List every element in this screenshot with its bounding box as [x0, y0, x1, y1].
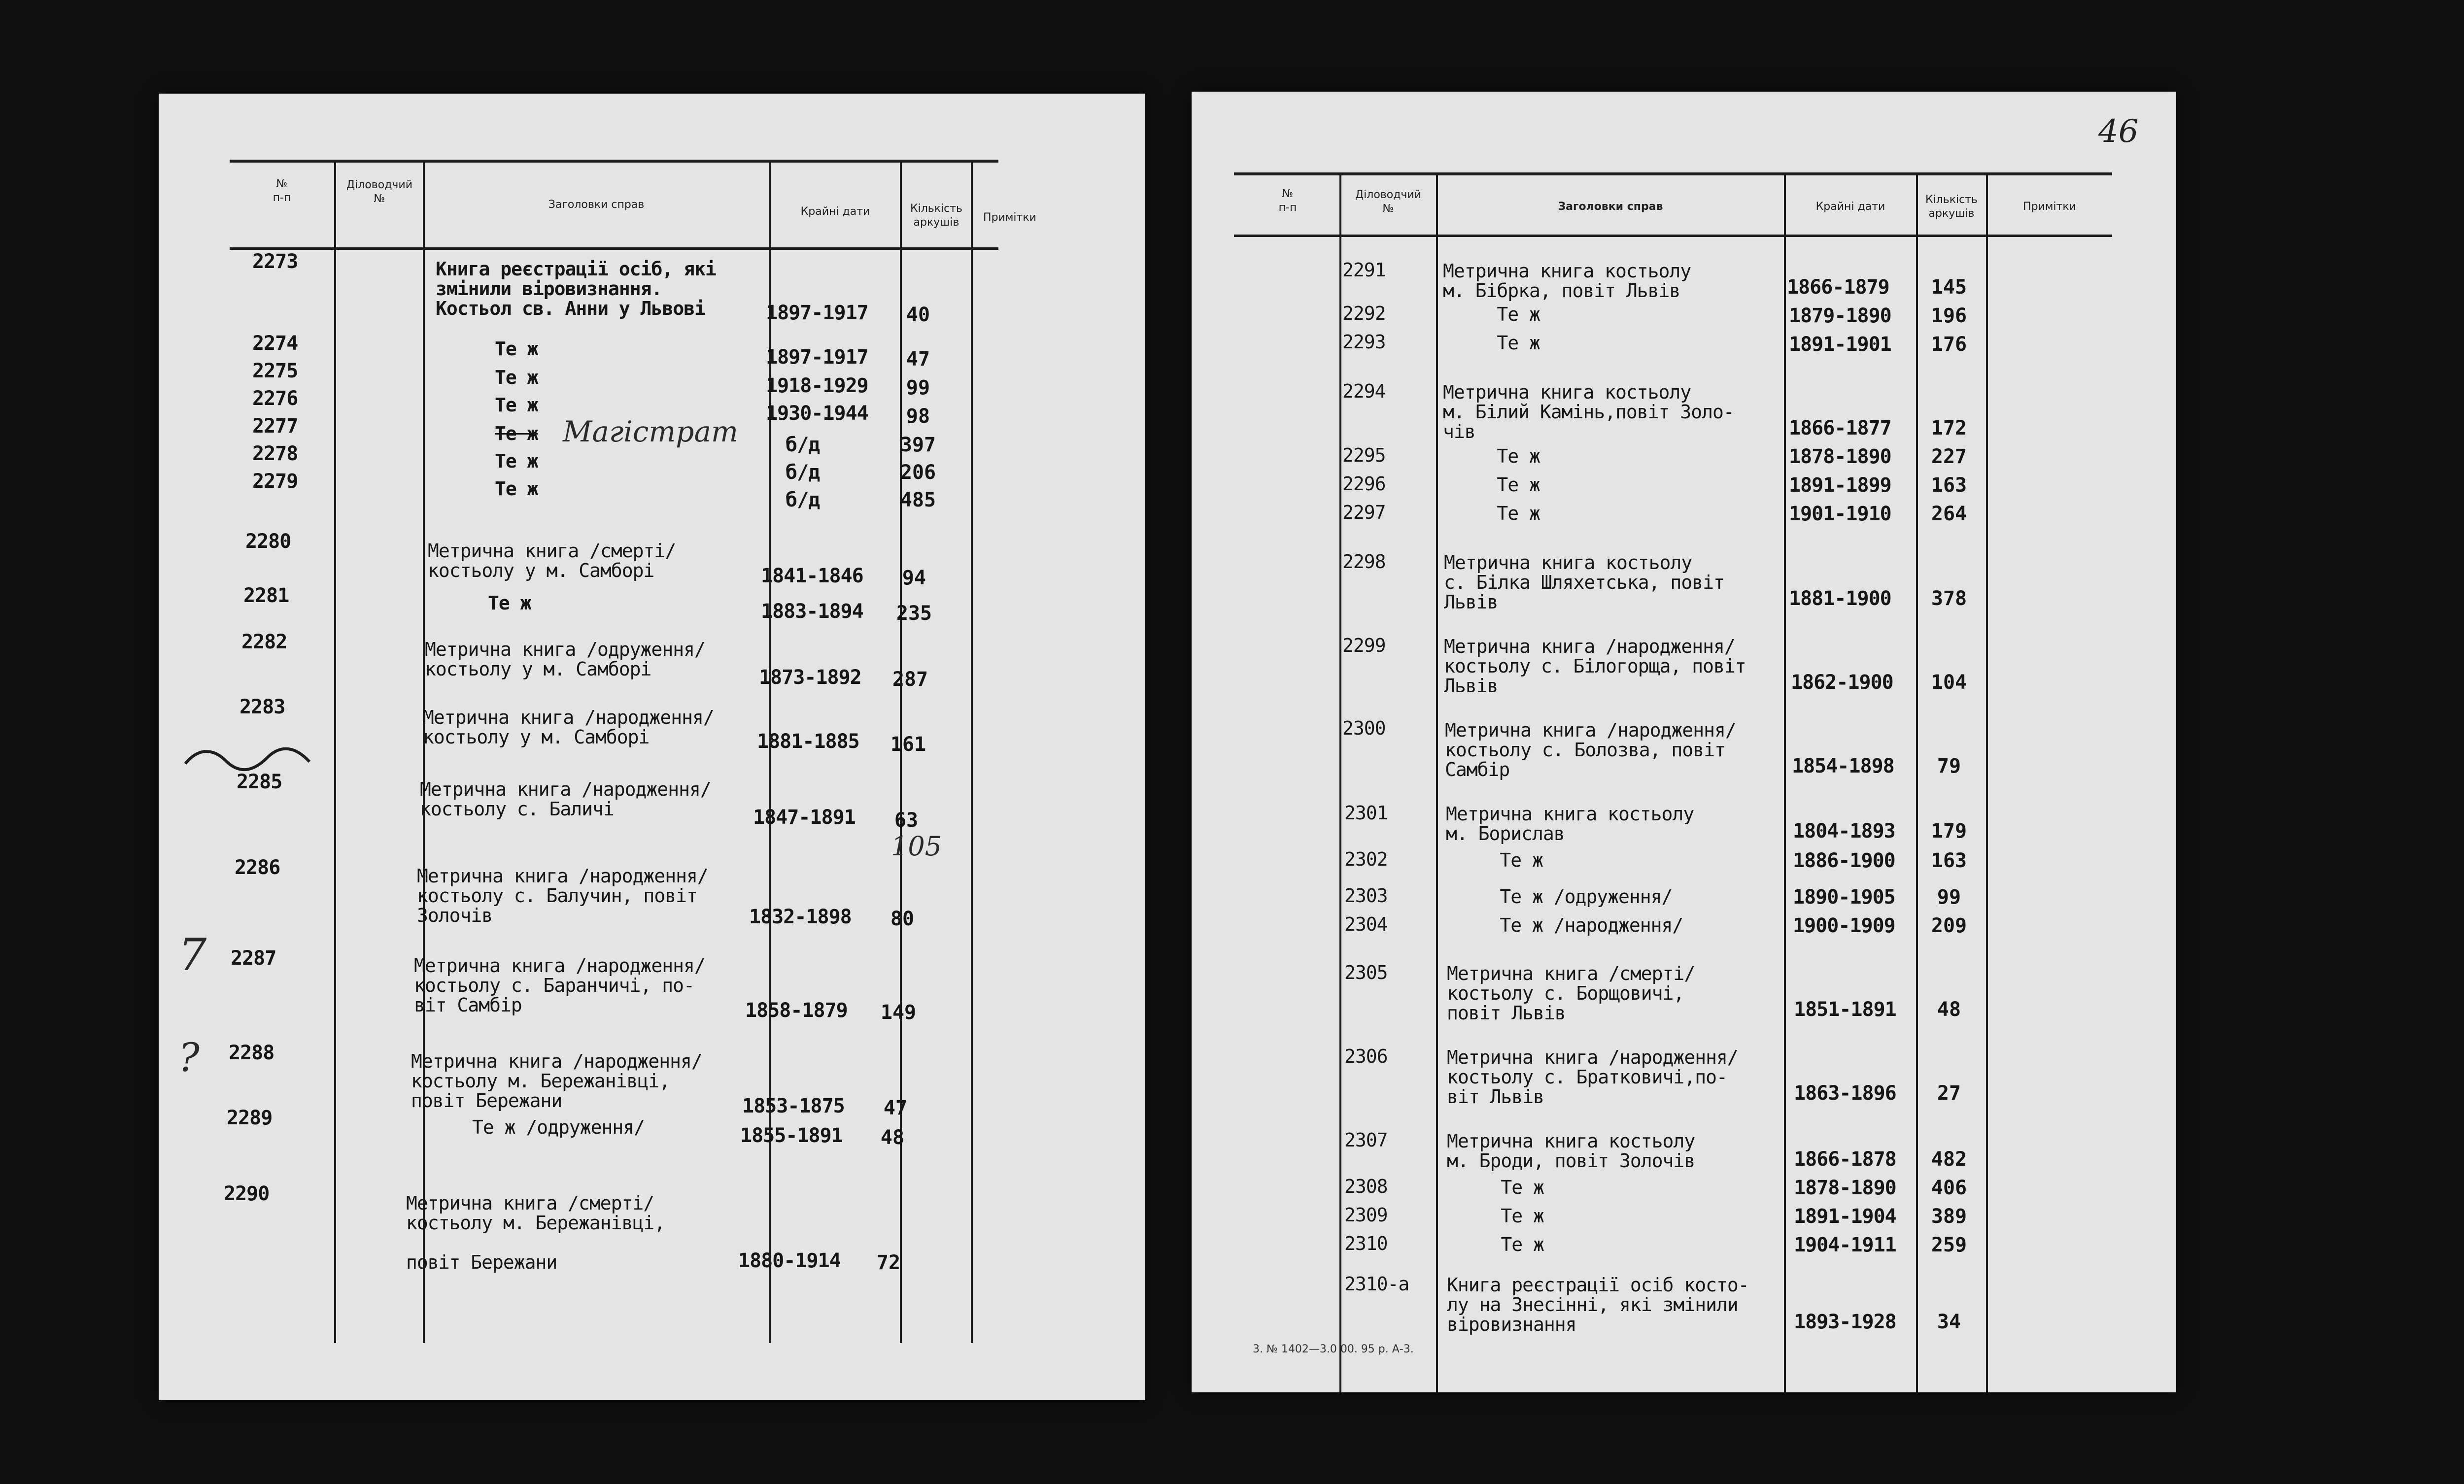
- column-rule: [1339, 172, 1341, 1392]
- column-rule: [334, 160, 336, 1343]
- row-count: 80: [890, 908, 915, 930]
- clerk-number: 2295: [1342, 444, 1386, 466]
- row-dates: 1853-1875: [742, 1095, 845, 1117]
- handwritten-wave-mark: [183, 743, 311, 773]
- row-dates: 1832-1898: [749, 906, 852, 928]
- row-title: Те ж /народження/: [1446, 914, 1683, 936]
- column-rule: [423, 160, 425, 1343]
- row-title: Те ж: [1443, 332, 1540, 354]
- row-number: 2286: [235, 856, 280, 879]
- row-dates: 1890-1905: [1793, 886, 1895, 909]
- row-title: Те ж: [495, 394, 538, 416]
- row-dates: 1880-1914: [738, 1249, 841, 1272]
- row-number: 2275: [252, 360, 298, 382]
- header-dates: Крайні дати: [1815, 201, 1885, 213]
- row-dates: 1866-1878: [1794, 1148, 1896, 1171]
- row-count: 149: [880, 1001, 917, 1024]
- row-title: Те ж /одруження/: [472, 1116, 645, 1138]
- left-register-page: [159, 94, 1145, 1400]
- row-dates: 1881-1900: [1789, 587, 1891, 610]
- row-title: Книга реєстрації осіб косто- лу на Знесінні, які змінили віровизнання: [1447, 1274, 1749, 1335]
- row-number: 2290: [224, 1182, 270, 1205]
- row-dates: 1866-1879: [1787, 276, 1889, 299]
- row-count: 34: [1937, 1311, 1961, 1333]
- column-rule: [1436, 172, 1438, 1392]
- row-number: 2289: [227, 1107, 273, 1129]
- row-number: 2279: [252, 470, 298, 493]
- row-count: 378: [1931, 587, 1967, 610]
- clerk-number: 2297: [1342, 502, 1386, 523]
- handwritten-margin-mark: ?: [178, 1035, 200, 1080]
- row-count: 163: [1931, 474, 1967, 497]
- row-count: 172: [1931, 417, 1967, 439]
- row-dates: 1930-1944: [766, 402, 868, 425]
- header-top-rule: [230, 160, 998, 163]
- clerk-number: 2299: [1342, 635, 1386, 656]
- row-dates: 1841-1846: [761, 565, 863, 587]
- row-number: 2280: [245, 530, 291, 553]
- row-dates: 1918-1929: [766, 374, 868, 397]
- row-dates: б/д: [786, 434, 820, 456]
- row-count: 287: [892, 668, 928, 691]
- row-dates: 1904-1911: [1794, 1234, 1896, 1256]
- row-dates: 1878-1890: [1794, 1177, 1896, 1199]
- row-count: 145: [1931, 276, 1967, 299]
- row-title: Те ж: [1443, 474, 1540, 496]
- row-title: Метрична книга /смерті/ костьолу м. Бережанівці, повіт Бережани: [406, 1192, 665, 1273]
- row-title: Те ж: [1447, 1234, 1544, 1255]
- row-count: 79: [1937, 755, 1961, 777]
- row-dates: 1855-1891: [740, 1124, 843, 1147]
- row-title: Те ж: [495, 450, 538, 472]
- row-count: 72: [876, 1251, 901, 1274]
- clerk-number: 2300: [1342, 717, 1386, 739]
- row-count: 94: [902, 567, 926, 589]
- row-dates: 1881-1885: [757, 730, 859, 753]
- row-title: Метрична книга костьолу м. Бібрка, повіт Львів: [1443, 260, 1691, 302]
- clerk-number: 2302: [1344, 848, 1388, 870]
- row-count: 227: [1931, 445, 1967, 468]
- header-sheets: Кількість аркушів: [910, 202, 963, 229]
- row-title: Те ж: [495, 423, 538, 444]
- row-count: 206: [900, 461, 936, 484]
- row-count: 161: [890, 733, 926, 756]
- row-title: Метрична книга /народження/ костьолу с. Братковичі,по- віт Львів: [1447, 1046, 1738, 1108]
- row-dates: 1891-1904: [1794, 1205, 1896, 1228]
- clerk-number: 2291: [1342, 259, 1386, 281]
- row-count: 209: [1931, 914, 1967, 937]
- clerk-number: 2298: [1342, 551, 1386, 573]
- row-count: 104: [1931, 671, 1967, 694]
- clerk-number: 2296: [1342, 473, 1386, 495]
- column-rule: [971, 160, 973, 1343]
- row-title: Метрична книга костьолу м. Білий Камінь,повіт Золо- чів: [1443, 381, 1734, 442]
- clerk-number: 2310-а: [1344, 1273, 1409, 1295]
- row-title: Метрична книга /одруження/ костьолу у м. Самборі: [425, 639, 705, 680]
- row-count: 63: [894, 809, 919, 832]
- row-number: 2276: [252, 387, 298, 410]
- header-clerk: Діловодчий №: [346, 179, 413, 205]
- row-dates: 1897-1917: [766, 346, 868, 369]
- row-count: 485: [900, 489, 936, 511]
- clerk-number: 2304: [1344, 913, 1388, 935]
- header-dates: Крайні дати: [800, 205, 870, 218]
- row-title: Метрична книга костьолу с. Білка Шляхетська, повіт Львів: [1444, 552, 1724, 613]
- clerk-number: 2310: [1344, 1233, 1388, 1254]
- handwritten-count-correction: 105: [891, 831, 942, 862]
- row-count: 163: [1931, 849, 1967, 872]
- right-register-page: [1192, 92, 2176, 1392]
- row-number: 2285: [237, 771, 282, 793]
- row-dates: 1891-1899: [1789, 474, 1891, 497]
- row-count: 98: [906, 405, 930, 428]
- row-dates: 1901-1910: [1789, 503, 1891, 525]
- row-dates: 1863-1896: [1794, 1082, 1896, 1105]
- clerk-number: 2309: [1344, 1204, 1388, 1226]
- row-title: Метрична книга костьолу м. Броди, повіт Золочів: [1447, 1130, 1695, 1172]
- row-title: Метрична книга костьолу м. Борислав: [1446, 803, 1694, 844]
- row-title: Метрична книга /народження/ костьолу у м. Самборі: [423, 707, 714, 748]
- header-no: № п-п: [1278, 188, 1297, 214]
- header-notes: Примітки: [2023, 201, 2076, 213]
- row-count: 99: [1937, 886, 1961, 909]
- row-title: Те ж /одруження/: [1446, 886, 1673, 908]
- clerk-number: 2293: [1342, 331, 1386, 353]
- row-dates: 1804-1893: [1793, 820, 1895, 843]
- clerk-number: 2294: [1342, 380, 1386, 402]
- header-bottom-rule: [230, 247, 998, 250]
- row-number: 2281: [243, 584, 289, 607]
- handwritten-margin-mark: 7: [178, 929, 207, 981]
- handwritten-magistrat: Магістрат: [563, 415, 739, 448]
- row-dates: 1879-1890: [1789, 304, 1891, 327]
- row-count: 47: [906, 348, 930, 371]
- row-title: Те ж: [1443, 304, 1540, 325]
- clerk-number: 2305: [1344, 962, 1388, 983]
- row-dates: 1873-1892: [759, 666, 861, 689]
- print-footer: 3. № 1402—3.0 00. 95 р. А-3.: [1253, 1343, 1414, 1355]
- row-dates: 1883-1894: [761, 600, 863, 623]
- header-clerk: Діловодчий №: [1355, 189, 1422, 215]
- row-title: Те ж: [495, 338, 538, 360]
- row-count: 406: [1931, 1177, 1967, 1199]
- row-dates: б/д: [786, 461, 820, 484]
- row-count: 27: [1937, 1082, 1961, 1105]
- row-count: 48: [1937, 998, 1961, 1021]
- header-top-rule: [1234, 172, 2112, 175]
- row-number: 2287: [231, 947, 276, 970]
- header-no: № п-п: [273, 178, 291, 204]
- header-title: Заголовки справ: [1558, 201, 1663, 213]
- clerk-number: 2292: [1342, 303, 1386, 324]
- row-dates: 1886-1900: [1793, 849, 1895, 872]
- row-dates: б/д: [786, 489, 820, 511]
- row-number: 2282: [241, 631, 287, 653]
- row-count: 48: [880, 1126, 905, 1149]
- row-dates: 1891-1901: [1789, 333, 1891, 356]
- row-title: Метрична книга /народження/ костьолу м. Бережанівці, повіт Бережани: [411, 1050, 702, 1112]
- row-number: 2278: [252, 442, 298, 465]
- header-notes: Примітки: [983, 211, 1036, 224]
- row-number: 2274: [252, 332, 298, 355]
- clerk-number: 2301: [1344, 802, 1388, 824]
- row-title: Те ж: [1446, 849, 1543, 871]
- row-title: Метрична книга /смерті/ костьолу с. Борщовичі, повіт Львів: [1447, 963, 1695, 1024]
- row-title: Те ж: [1443, 445, 1540, 467]
- row-title: Те ж: [488, 592, 531, 614]
- page-number: 46: [2098, 113, 2139, 150]
- row-count: 397: [900, 434, 936, 456]
- header-bottom-rule: [1234, 235, 2112, 237]
- row-number: 2273: [252, 250, 298, 273]
- row-count: 389: [1931, 1205, 1967, 1228]
- row-dates: 1878-1890: [1789, 445, 1891, 468]
- row-count: 235: [896, 602, 932, 625]
- row-number: 2288: [229, 1042, 274, 1064]
- row-dates: 1897-1917: [766, 302, 868, 324]
- row-title: Метрична книга /народження/ костьолу с. Балучин, повіт Золочів: [417, 865, 708, 926]
- row-title: Те ж: [495, 478, 538, 500]
- row-title: Метрична книга /народження/ костьолу с. Баличі: [420, 778, 711, 820]
- clerk-number: 2308: [1344, 1176, 1388, 1197]
- row-count: 40: [906, 304, 930, 326]
- row-dates: 1851-1891: [1794, 998, 1896, 1021]
- clerk-number: 2307: [1344, 1129, 1388, 1151]
- clerk-number: 2303: [1344, 885, 1388, 907]
- row-title: Метрична книга /народження/ костьолу с. Білогорща, повіт Львів: [1444, 636, 1746, 697]
- row-title: Книга реєстрації осіб, які змінили віровизнання. Костьол св. Анни у Львові: [436, 258, 716, 319]
- row-count: 176: [1931, 333, 1967, 356]
- row-title: Метрична книга /народження/ костьолу с. Баранчичі, по- віт Самбір: [414, 955, 705, 1016]
- row-dates: 1854-1898: [1792, 755, 1894, 777]
- header-title: Заголовки справ: [548, 199, 645, 211]
- row-count: 179: [1931, 820, 1967, 843]
- row-title: Те ж: [1447, 1177, 1544, 1198]
- header-sheets: Кількість аркушів: [1925, 194, 1978, 220]
- row-dates: 1866-1877: [1789, 417, 1891, 439]
- row-count: 264: [1931, 503, 1967, 525]
- row-title: Те ж: [1443, 503, 1540, 524]
- row-count: 99: [906, 376, 930, 399]
- row-dates: 1900-1909: [1793, 914, 1895, 937]
- row-title: Те ж: [495, 367, 538, 388]
- row-title: Те ж: [1447, 1205, 1544, 1227]
- row-title: Метрична книга /народження/ костьолу с. Болозва, повіт Самбір: [1445, 719, 1736, 780]
- row-dates: 1862-1900: [1791, 671, 1893, 694]
- row-number: 2277: [252, 415, 298, 438]
- row-count: 47: [883, 1097, 908, 1119]
- row-count: 259: [1931, 1234, 1967, 1256]
- column-rule: [1784, 172, 1786, 1392]
- row-dates: 1858-1879: [745, 999, 848, 1022]
- row-dates: 1847-1891: [753, 806, 856, 829]
- row-title: Метрична книга /смерті/ костьолу у м. Самборі: [428, 540, 676, 581]
- row-count: 196: [1931, 304, 1967, 327]
- row-dates: 1893-1928: [1794, 1311, 1896, 1333]
- clerk-number: 2306: [1344, 1046, 1388, 1067]
- row-count: 482: [1931, 1148, 1967, 1171]
- row-number: 2283: [240, 696, 285, 718]
